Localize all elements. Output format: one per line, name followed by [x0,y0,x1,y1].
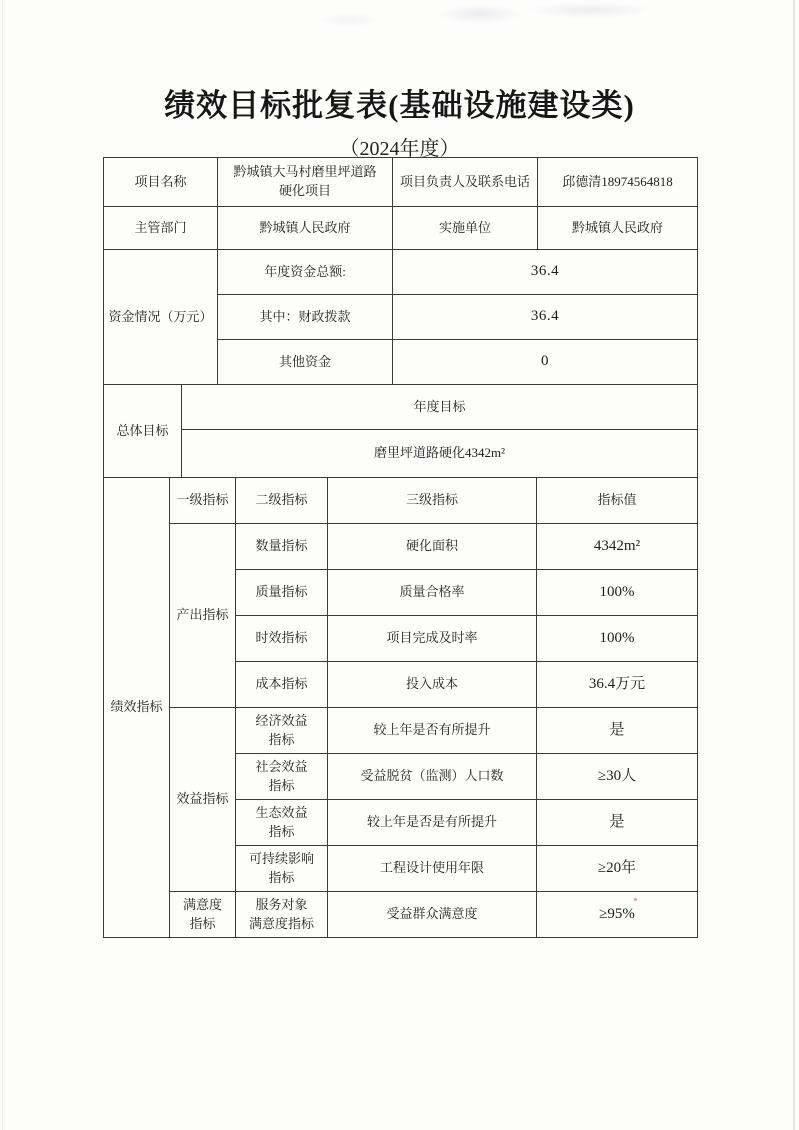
pass-rate-value: 100% [537,570,698,616]
approval-table [103,157,697,938]
overall-goal-label: 总体目标 [104,385,182,478]
ecological-improve-value: 是 [537,800,698,846]
output-indicator-label: 产出指标 [170,524,236,708]
table-row [104,385,698,430]
performance-table [103,477,698,938]
supervisor-dept-label: 主管部门 [104,207,218,250]
performance-section-label: 绩效指标 [104,478,170,938]
beneficiary-population-label: 受益脱贫（监测）人口数 [328,754,537,800]
economic-improve-value: 是 [537,708,698,754]
project-name-label: 项目名称 [104,158,218,207]
table-row [104,158,698,207]
annual-goal-content: 磨里坪道路硬化4342m² [182,430,698,478]
fiscal-allocation-label: 其中：财政拨款 [218,295,393,340]
table-row [104,892,698,938]
timeliness-indicator-label: 时效指标 [236,616,328,662]
project-manager-value: 邱德清18974564818 [538,158,698,207]
table-row [104,250,698,295]
table-row [104,430,698,478]
economic-improve-label: 较上年是否有所提升 [328,708,537,754]
annual-total-label: 年度资金总额: [218,250,393,295]
annual-total-value: 36.4 [393,250,698,295]
fiscal-allocation-value: 36.4 [393,295,698,340]
input-cost-value: 36.4万元 [537,662,698,708]
ecological-improve-label: 较上年是否是有所提升 [328,800,537,846]
design-life-label: 工程设计使用年限 [328,846,537,892]
ecological-benefit-label: 生态效益 指标 [236,800,328,846]
cost-indicator-label: 成本指标 [236,662,328,708]
pass-rate-label: 质量合格率 [328,570,537,616]
quality-indicator-label: 质量指标 [236,570,328,616]
other-funds-label: 其他资金 [218,340,393,385]
table-header-row [104,478,698,524]
hardened-area-value: 4342m² [537,524,698,570]
table-row [104,524,698,570]
table-row [104,207,698,250]
implement-unit-label: 实施单位 [393,207,538,250]
page-subtitle: （2024年度） [339,138,460,160]
project-manager-label: 项目负责人及联系电话 [393,158,538,207]
funding-section-label: 资金情况（万元） [104,250,218,385]
page-title: 绩效目标批复表(基础设施建设类) [164,88,635,123]
input-cost-label: 投入成本 [328,662,537,708]
implement-unit-value: 黔城镇人民政府 [538,207,698,250]
overall-goal-table [103,384,698,478]
annual-goal-header: 年度目标 [182,385,698,430]
table-row [104,708,698,754]
col-header-level3: 三级指标 [328,478,537,524]
basic-info-table [103,157,698,250]
public-satisfaction-value: ≥95% [537,892,698,938]
col-header-level2: 二级指标 [236,478,328,524]
on-time-rate-value: 100% [537,616,698,662]
hardened-area-label: 硬化面积 [328,524,537,570]
design-life-value: ≥20年 [537,846,698,892]
other-funds-value: 0 [393,340,698,385]
scan-noise-smudge [0,0,799,60]
funding-table [103,249,698,385]
col-header-value: 指标值 [537,478,698,524]
sustainability-indicator-label: 可持续影响 指标 [236,846,328,892]
social-benefit-label: 社会效益 指标 [236,754,328,800]
service-object-satisfaction-label: 服务对象 满意度指标 [236,892,328,938]
on-time-rate-label: 项目完成及时率 [328,616,537,662]
scan-edge-left [2,0,3,1130]
satisfaction-indicator-label: 满意度 指标 [170,892,236,938]
col-header-level1: 一级指标 [170,478,236,524]
public-satisfaction-label: 受益群众满意度 [328,892,537,938]
economic-benefit-label: 经济效益 指标 [236,708,328,754]
supervisor-dept-value: 黔城镇人民政府 [218,207,393,250]
benefit-indicator-label: 效益指标 [170,708,236,892]
title-block [0,80,799,161]
scan-edge-right [793,0,795,1130]
beneficiary-population-value: ≥30人 [537,754,698,800]
quantity-indicator-label: 数量指标 [236,524,328,570]
project-name-value: 黔城镇大马村磨里坪道路 硬化项目 [218,158,393,207]
